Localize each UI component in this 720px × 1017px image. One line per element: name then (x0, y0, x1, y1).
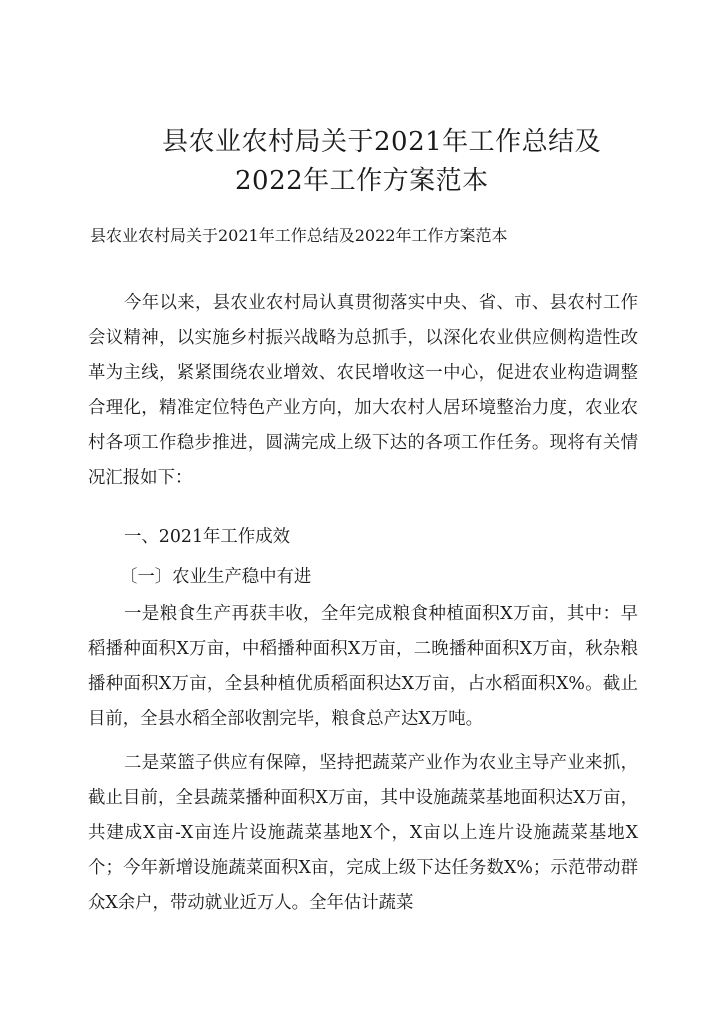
paragraph-intro: 今年以来，县农业农村局认真贯彻落实中央、省、市、县农村工作会议精神，以实施乡村振兴战略为总抓手，以深化农业供应侧构造性改革为主线，紧紧围绕农业增效、农民增收这一中心，促进农业构造调整合理化，精准定位特色产业方向，加大农村人居环境整治力度，农业农村各项工作稳步推进，圆满完成上级下达的各项工作任务。现将有关情况汇报如下： (88, 293, 638, 488)
document-title-line-1: 县农业农村局关于2021年工作总结及 (162, 127, 602, 157)
subsection-heading: 〔一〕农业生产稳中有进 (120, 567, 312, 587)
document-subtitle: 县农业农村局关于2021年工作总结及2022年工作方案范本 (90, 226, 508, 245)
paragraph-vegetable: 二是菜篮子供应有保障，坚持把蔬菜产业作为农业主导产业来抓，截止目前，全县蔬菜播种面积X万亩，其中设施蔬菜基地面积达X万亩，共建成X亩-X亩连片设施蔬菜基地X个，X亩以上连片设施蔬菜基地X个；今年新增设施蔬菜面积X亩，完成上级下达任务数X%；示范带动群众X余户，带动就业近万人。全年估计蔬菜 (88, 753, 638, 913)
document-title-line-2: 2022年工作方案范本 (235, 166, 489, 196)
section-heading: 一、2021年工作成效 (124, 527, 290, 547)
paragraph-grain: 一是粮食生产再获丰收，全年完成粮食种植面积X万亩，其中：早稻播种面积X万亩，中稻播种面积X万亩，二晚播种面积X万亩，秋杂粮播种面积X万亩，全县种植优质稻面积达X万亩，占水稻面积X%。截止目前，全县水稻全部收割完毕，粮食总产达X万吨。 (88, 604, 638, 729)
